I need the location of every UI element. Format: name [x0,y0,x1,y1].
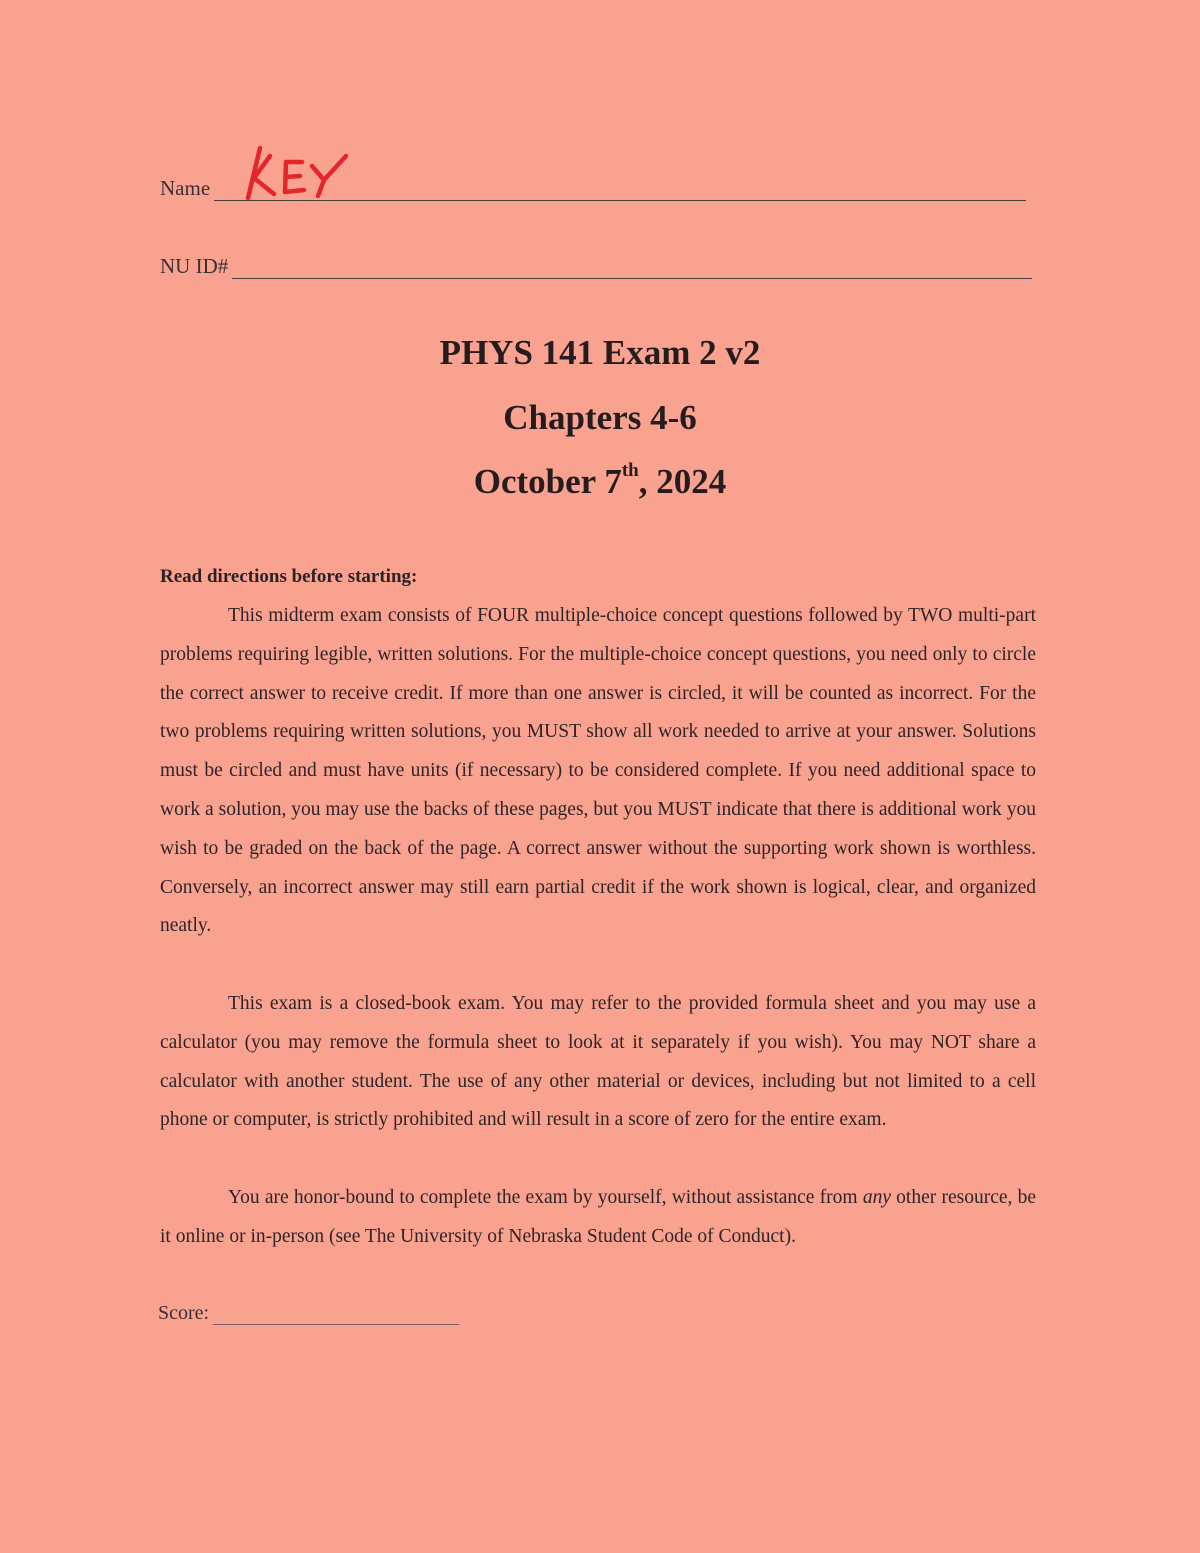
honor-text-end: other resource, be it online or in-person (see The University of Nebraska Student Code of Conduct). [160,1187,1037,1247]
honor-text-start: You are honor-bound to complete the exam by yourself, without assistance from [228,1187,863,1208]
exam-date-ordinal: th [621,460,639,481]
exam-date-suffix: , 2024 [638,462,727,501]
honor-text-emphasis: any [862,1187,891,1208]
nu-id-label: NU ID# [160,254,229,278]
score-label: Score: [158,1302,210,1324]
directions-paragraph-2: This exam is a closed-book exam. You may refer to the provided formula sheet and you may use a calculator (you may remove the formula sheet to look at it separately if you wish). You may NOT share a calculator with another student. The use of any other material or devices, including but not limited to a cell phone or computer, is strictly prohibited and will result in a score of zero for the entire exam. [160,993,1036,1131]
name-label: Name [160,176,211,200]
directions-paragraph-3 [160,1179,1036,1257]
directions-paragraph-1: This midterm exam consists of FOUR multiple-choice concept questions followed by TWO multi-part problems requiring legible, written solutions. For the multiple-choice concept questions, you need only to circle the correct answer to receive credit. If more than one answer is circled, it will be counted as incorrect. For the two problems requiring written solutions, you MUST show all work needed to arrive at your answer. Solutions must be circled and must have units (if necessary) to be considered complete. If you need additional space to work a solution, you may use the backs of these pages, but you MUST indicate that there is additional work you wish to be graded on the back of the page. A correct answer without the supporting work shown is worthless. Conversely, an incorrect answer may still earn partial credit if the work shown is logical, clear, and organized neatly. [160,605,1036,937]
exam-chapters: Chapters 4-6 [503,398,697,437]
score-underline [213,1322,459,1325]
exam-date [0,462,1200,502]
exam-date-prefix: October 7 [473,462,622,501]
nu-id-field [160,254,1032,279]
exam-title: PHYS 141 Exam 2 v2 [439,333,761,372]
handwritten-key [240,132,360,204]
directions-heading: Read directions before starting: [160,566,418,587]
nu-id-underline [232,276,1032,279]
score-field [158,1302,459,1325]
